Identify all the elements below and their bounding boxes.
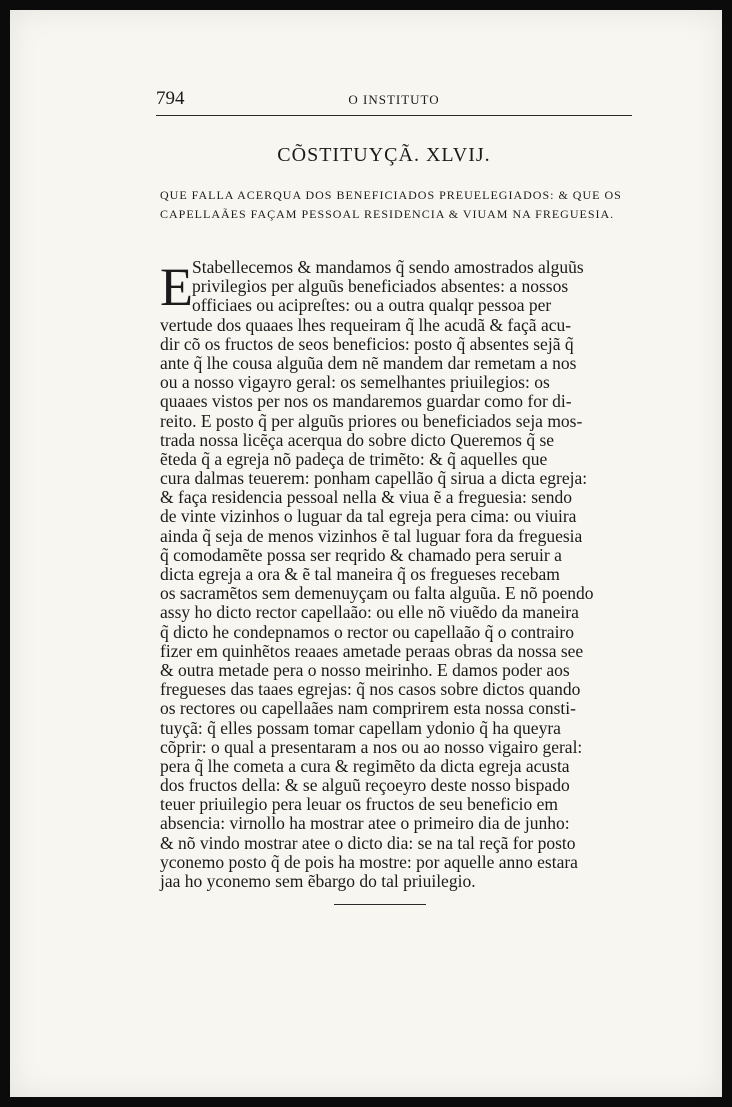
body-line: de vinte vizinhos o luguar da tal egreja pera cima: ou viuira [160,506,577,527]
drop-cap: E [160,257,193,317]
body-line: ainda q̃ seja de menos vizinhos ẽ tal luguar fora da freguesia [160,525,583,546]
body-line: & outra metade pera o nosso meirinho. E damos poder aos [160,659,570,680]
body-line: fregueses das taaes egrejas: q̃ nos casos sobre dictos quando [160,679,581,700]
body-line: os sacramẽtos sem demenuyçam ou falta alguũa. E nõ poendo [160,583,594,604]
body-text [160,258,630,891]
page-number: 794 [156,88,185,109]
body-line: vertude dos quaaes lhes requeiram q̃ lhe acudã & façã acu- [160,314,572,335]
header-rule [156,115,632,116]
body-line: ou a nosso vigayro geral: os semelhantes priuilegios: os [160,372,550,393]
chapter-subtitle: QUE FALLA ACERQUA DOS BENEFICIADOS PREUELEGIADOS: & QUE OS CAPELLAÃES FAÇAM PESSOAL RESIDENCIA & VIUAM NA FREGUESIA. [160,188,622,221]
body-line: quaaes vistos per nos os mandaremos guardar como for di- [160,391,572,412]
body-line: dicta egreja a ora & ẽ tal maneira q̃ os fregueses recebam [160,564,560,584]
body-line: q̃ comodamẽte possa ser reqrido & chamado pera seruir a [160,544,562,565]
body-line: cõprir: o qual a presentaram a nos ou ao nosso vigairo geral: [160,736,583,757]
body-line: trada nossa licẽça acerqua do sobre dicto Queremos q̃ se [160,429,555,450]
page-header [156,82,632,118]
body-line: & faça residencia pessoal nella & viua ẽ a freguesia: sendo [160,487,573,508]
body-line: tuyçã: q̃ elles possam tomar capellam ydonio q̃ ha queyra [160,717,561,738]
end-rule [334,904,426,905]
body-line: ẽteda q̃ a egreja nõ padeça de trimẽto: & q̃ aquelles que [160,448,548,469]
body-line: privilegios per alguũs beneficiados absentes: a nossos [192,276,569,297]
body-line: cura dalmas teuerem: ponham capellão q̃ sirua a dicta egreja: [160,468,588,489]
body-line: officiaes ou acipreſtes: ou a outra qualqr pessoa per [192,295,552,316]
body-line: & nõ vindo mostrar atee o dicto dia: se na tal reçã for posto [160,832,576,853]
body-line: yconemo posto q̃ de pois ha mostre: por aquelle anno estara [160,851,578,872]
body-line: Stabellecemos & mandamos q̃ sendo amostrados alguũs [192,257,584,277]
body-line: jaa ho yconemo sem ẽbargo do tal priuilegio. [160,871,476,891]
running-title: O INSTITUTO [348,92,440,107]
body-line: assy ho dicto rector capellaão: ou elle nõ viuẽdo da maneira [160,602,579,623]
body-line: pera q̃ lhe cometa a cura & regimẽto da dicta egreja acusta [160,755,570,776]
body-line: fizer em quinhẽtos reaaes ametade peraas obras da nossa see [160,640,584,661]
body-line: ante q̃ lhe cousa alguũa dem nẽ mandem dar remetam a nos [160,352,577,373]
body-line: dos fructos della: & se alguũ reçoeyro deste nosso bispado [160,775,570,796]
body-line: teuer priuilegio pera leuar os fructos de seu beneficio em [160,794,558,815]
body-line: os rectores ou capellaães nam comprirem esta nossa consti- [160,698,576,719]
body-line: reito. E posto q̃ per alguũs priores ou beneficiados seja mos- [160,410,583,431]
body-line: absencia: virnollo ha mostrar atee o primeiro dia de junho: [160,813,570,834]
chapter-title: CÕSTITUYÇÃ. XLVIJ. [277,144,491,166]
body-line: dir cõ os fructos de seos beneficios: posto q̃ absentes sejã q̃ [160,333,574,354]
body-line: q̃ dicto he condepnamos o rector ou capellaão q̃ o contrairo [160,621,575,642]
